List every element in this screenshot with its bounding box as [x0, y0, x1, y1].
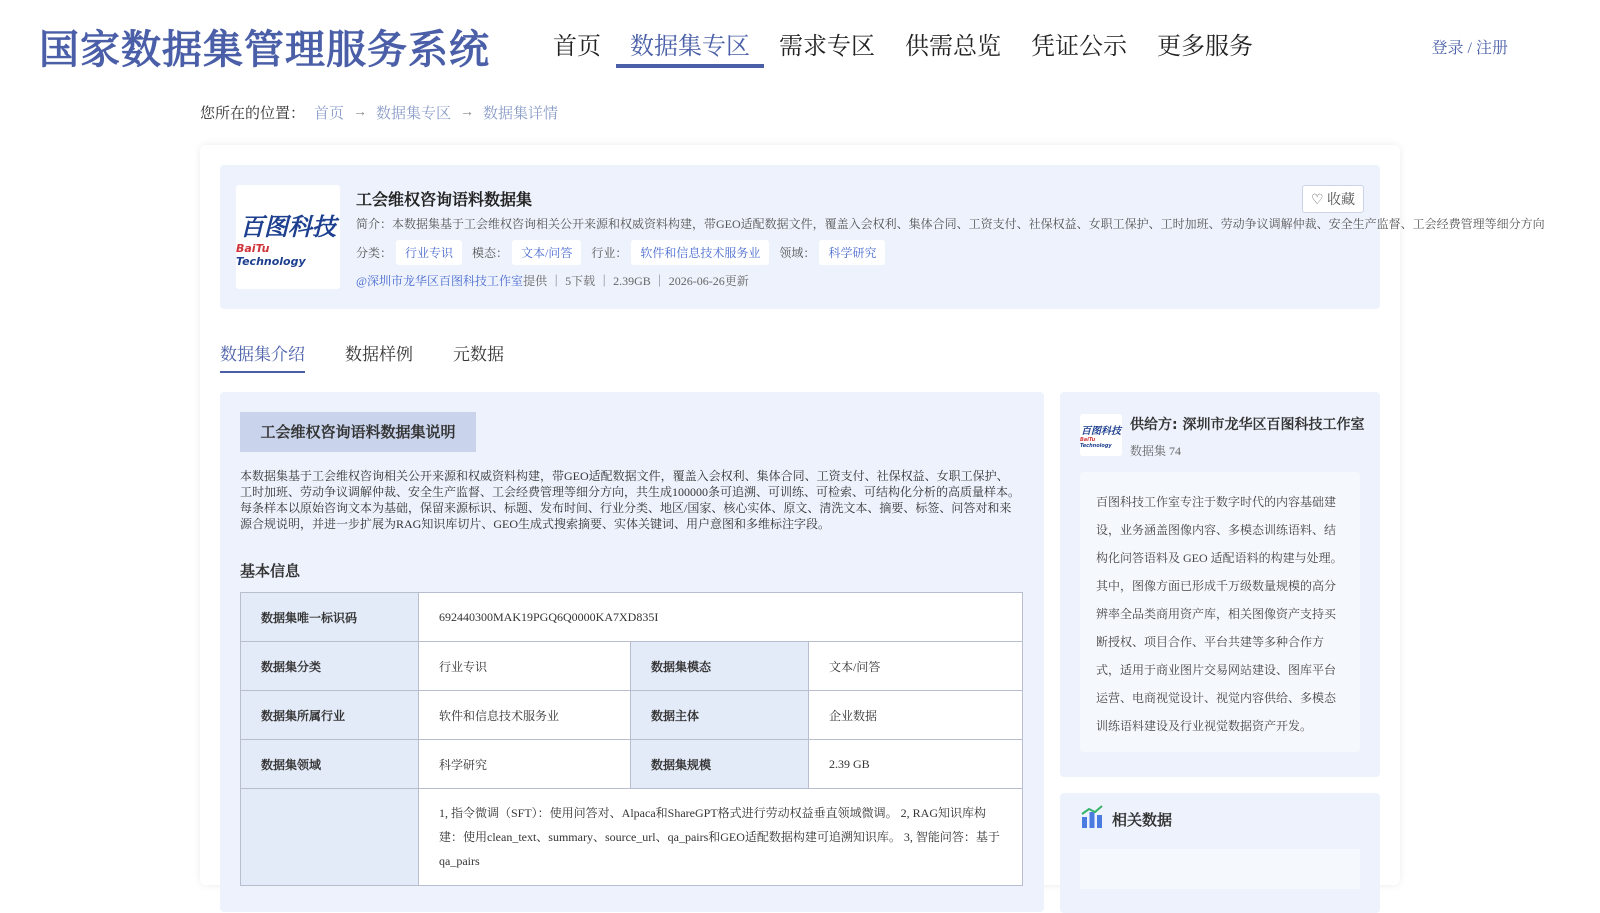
modal-value: 文本/问答 [809, 642, 1023, 691]
uid-label: 数据集唯一标识码 [241, 593, 419, 642]
favorite-button[interactable]: ♡ 收藏 [1302, 185, 1364, 213]
uid-value: 692440300MAK19PGQ6Q0000KA7XD835I [419, 593, 1023, 642]
nav-home[interactable]: 首页 [553, 32, 601, 60]
tag-label-modality: 模态： [472, 246, 509, 260]
table-row [241, 740, 1023, 789]
nav-demand-zone[interactable]: 需求专区 [779, 32, 875, 60]
supplier-logo-en: BaiTu Technology [1080, 436, 1112, 449]
related-data-panel [1060, 793, 1380, 913]
meta-stats: 提供 ｜ 5下载 ｜ 2.39GB ｜ 2026-06-26更新 [523, 274, 749, 288]
dataset-summary: 简介：本数据集基于工会维权咨询相关公开来源和权威资料构建，带GEO适配数据文件，覆盖入会权利、集体合同、工资支付、社保权益、女职工保护、工时加班、劳动争议调解仲裁、安全生产监督、工会经费管理等细分方向 [356, 217, 1545, 231]
supplier-logo[interactable] [1080, 414, 1122, 456]
logo-cn-text: 百图科技 [240, 212, 336, 241]
dataset-title: 工会维权咨询语料数据集 [356, 190, 533, 209]
subject-value: 企业数据 [809, 691, 1023, 740]
industry-value: 软件和信息技术服务业 [419, 691, 631, 740]
supplier-description: 百图科技工作室专注于数字时代的内容基础建设，业务涵盖图像内容、多模态训练语料、结构化问答语料及 GEO 适配语料的构建与处理。其中，图像方面已形成千万级数量规模的高分辨率全品类商用资产库，相关图像资产支持买断授权、项目合作、平台共建等多种合作方式，适用于商业图片交易网站建设、图库平台运营、电商视觉设计、视觉内容供给、多模态训练语料建设及行业视觉数据资产开发。 [1080, 472, 1360, 752]
tag-category[interactable]: 行业专识 [396, 240, 462, 265]
supplier-dataset-count: 数据集 74 [1130, 444, 1182, 458]
detail-tabs [220, 340, 504, 373]
related-data-list [1080, 849, 1360, 889]
related-data-title: 相关数据 [1112, 811, 1173, 829]
class-label: 数据集分类 [241, 642, 419, 691]
subject-label: 数据主体 [631, 691, 809, 740]
tag-label-industry: 行业： [591, 246, 628, 260]
breadcrumb [200, 102, 558, 123]
tag-label-category: 分类： [356, 246, 393, 260]
nav-more-services[interactable]: 更多服务 [1157, 32, 1253, 60]
bar-chart-icon [1080, 805, 1104, 829]
main-nav [538, 28, 1268, 68]
logo-en-text: BaiTu Technology [236, 241, 306, 268]
provider-logo [236, 185, 340, 289]
nav-dataset-zone[interactable]: 数据集专区 [616, 28, 764, 68]
dataset-tags [356, 240, 895, 265]
scale-value: 2.39 GB [809, 740, 1023, 789]
section-title: 工会维权咨询语料数据集说明 [240, 412, 476, 452]
supplier-logo-cn: 百图科技 [1081, 425, 1121, 437]
usage-label [241, 789, 419, 886]
top-header [0, 0, 1600, 90]
nav-certificate[interactable]: 凭证公示 [1031, 32, 1127, 60]
tab-intro[interactable]: 数据集介绍 [220, 340, 305, 373]
breadcrumb-prefix: 您所在的位置： [200, 106, 306, 122]
login-register-link[interactable]: 登录 / 注册 [1431, 40, 1508, 57]
industry-label: 数据集所属行业 [241, 691, 419, 740]
supplier-panel [1060, 392, 1380, 777]
provider-link[interactable]: @深圳市龙华区百图科技工作室 [356, 274, 524, 288]
site-logo[interactable]: 国家数据集管理服务系统 [39, 27, 490, 73]
modal-label: 数据集模态 [631, 642, 809, 691]
table-row [241, 789, 1023, 886]
intro-text: 本数据集基于工会维权咨询相关公开来源和权威资料构建，带GEO适配数据文件，覆盖入会权利、集体合同、工资支付、社保权益、女职工保护、工时加班、劳动争议调解仲裁、安全生产监督、工会经费管理等细分方向，共生成100000条可追溯、可训练、可检索、可结构化分析的高质量样本。每条样本以原始咨询文本为基础，保留来源标识、标题、发布时间、行业分类、地区/国家、核心实体、原文、清洗文本、摘要、标签、问答对和来源合规说明，并进一步扩展为RAG知识库切片、GEO生成式搜索摘要、实体关键词、用户意图和多维标注字段。 [240, 469, 1021, 531]
domain-label: 数据集领域 [241, 740, 419, 789]
dataset-meta [356, 272, 749, 289]
basic-info-heading: 基本信息 [240, 562, 301, 580]
tag-modality[interactable]: 文本/问答 [512, 240, 581, 265]
dataset-detail-card [200, 145, 1545, 885]
tag-industry[interactable]: 软件和信息技术服务业 [631, 240, 769, 265]
dataset-header [220, 165, 1545, 309]
table-row [241, 691, 1023, 740]
usage-value: 1, 指令微调（SFT）：使用问答对、Alpaca和ShareGPT格式进行劳动权益垂直领域微调。 2, RAG知识库构建：使用clean_text、summary、source_url、qa_pairs和GEO适配数据构建可追溯知识库。 3, 智能问答：基于qa_pairs [419, 789, 1023, 886]
arrow-right-icon: → [460, 104, 475, 120]
tab-metadata[interactable]: 元数据 [453, 345, 504, 365]
scale-label: 数据集规模 [631, 740, 809, 789]
basic-info-table [240, 592, 1023, 886]
class-value: 行业专识 [419, 642, 631, 691]
breadcrumb-dataset-zone[interactable]: 数据集专区 [376, 106, 452, 122]
domain-value: 科学研究 [419, 740, 631, 789]
nav-overview[interactable]: 供需总览 [905, 32, 1001, 60]
table-row [241, 642, 1023, 691]
breadcrumb-current: 数据集详情 [483, 106, 559, 122]
supplier-name[interactable]: 供给方: 深圳市龙华区百图科技工作室 [1130, 417, 1365, 433]
arrow-right-icon: → [353, 104, 368, 120]
breadcrumb-home[interactable]: 首页 [314, 106, 345, 122]
tab-samples[interactable]: 数据样例 [345, 345, 413, 365]
table-row [241, 593, 1023, 642]
tag-label-domain: 领域： [779, 246, 816, 260]
intro-panel [220, 392, 1044, 912]
tag-domain[interactable]: 科学研究 [819, 240, 885, 265]
